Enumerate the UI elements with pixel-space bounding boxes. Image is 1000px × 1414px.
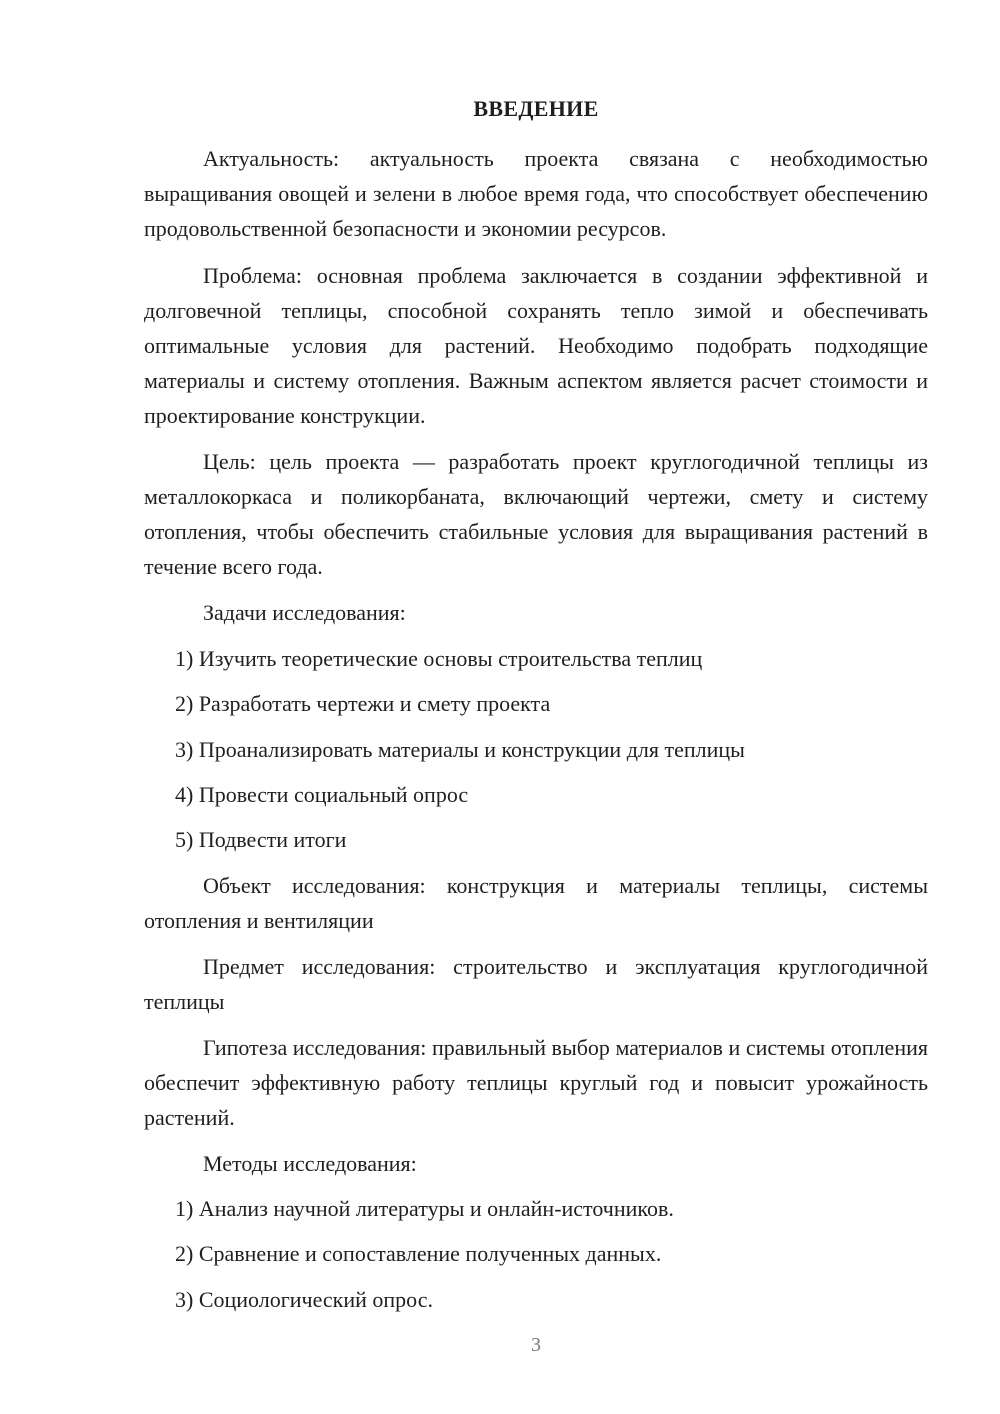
methods-title: Методы исследования:: [203, 1151, 417, 1176]
goal-paragraph: Цель: цель проекта — разработать проект круглогодичной теплицы из металлокоркаса и поликорбаната, включающий чертежи, смету и систему отопления, чтобы обеспечить стабильные условия для выращивания растений в течение всего года.: [144, 449, 928, 579]
object-paragraph: Объект исследования: конструкция и материалы теплицы, системы отопления и вентиляции: [144, 873, 928, 933]
problem-paragraph: Проблема: основная проблема заключается в создании эффективной и долговечной теплицы, способной сохранять тепло зимой и обеспечивать оптимальные условия для растений. Необходимо подобрать подходящие материалы и систему отопления. Важным аспектом является расчет стоимости и проектирование конструкции.: [144, 263, 928, 428]
method-item-3: 3) Социологический опрос.: [175, 1287, 433, 1312]
task-item-3: 3) Проанализировать материалы и конструкции для теплицы: [175, 737, 745, 762]
hypothesis-paragraph: Гипотеза исследования: правильный выбор материалов и системы отопления обеспечит эффективную работу теплицы круглый год и повысит урожайность растений.: [144, 1035, 928, 1130]
task-item-2: 2) Разработать чертежи и смету проекта: [175, 691, 551, 716]
task-item-5: 5) Подвести итоги: [175, 827, 347, 852]
section-heading: ВВЕДЕНИЕ: [473, 96, 599, 121]
subject-paragraph: Предмет исследования: строительство и эксплуатация круглогодичной теплицы: [144, 954, 928, 1014]
page-number: 3: [531, 1334, 541, 1356]
tasks-title: Задачи исследования:: [203, 600, 406, 625]
relevance-paragraph: Актуальность: актуальность проекта связана с необходимостью выращивания овощей и зелени в любое время года, что способствует обеспечению продовольственной безопасности и экономии ресурсов.: [144, 146, 928, 241]
method-item-1: 1) Анализ научной литературы и онлайн-источников.: [175, 1196, 674, 1221]
task-item-1: 1) Изучить теоретические основы строительства теплиц: [175, 646, 703, 671]
method-item-2: 2) Сравнение и сопоставление полученных данных.: [175, 1241, 662, 1266]
task-item-4: 4) Провести социальный опрос: [175, 782, 469, 807]
